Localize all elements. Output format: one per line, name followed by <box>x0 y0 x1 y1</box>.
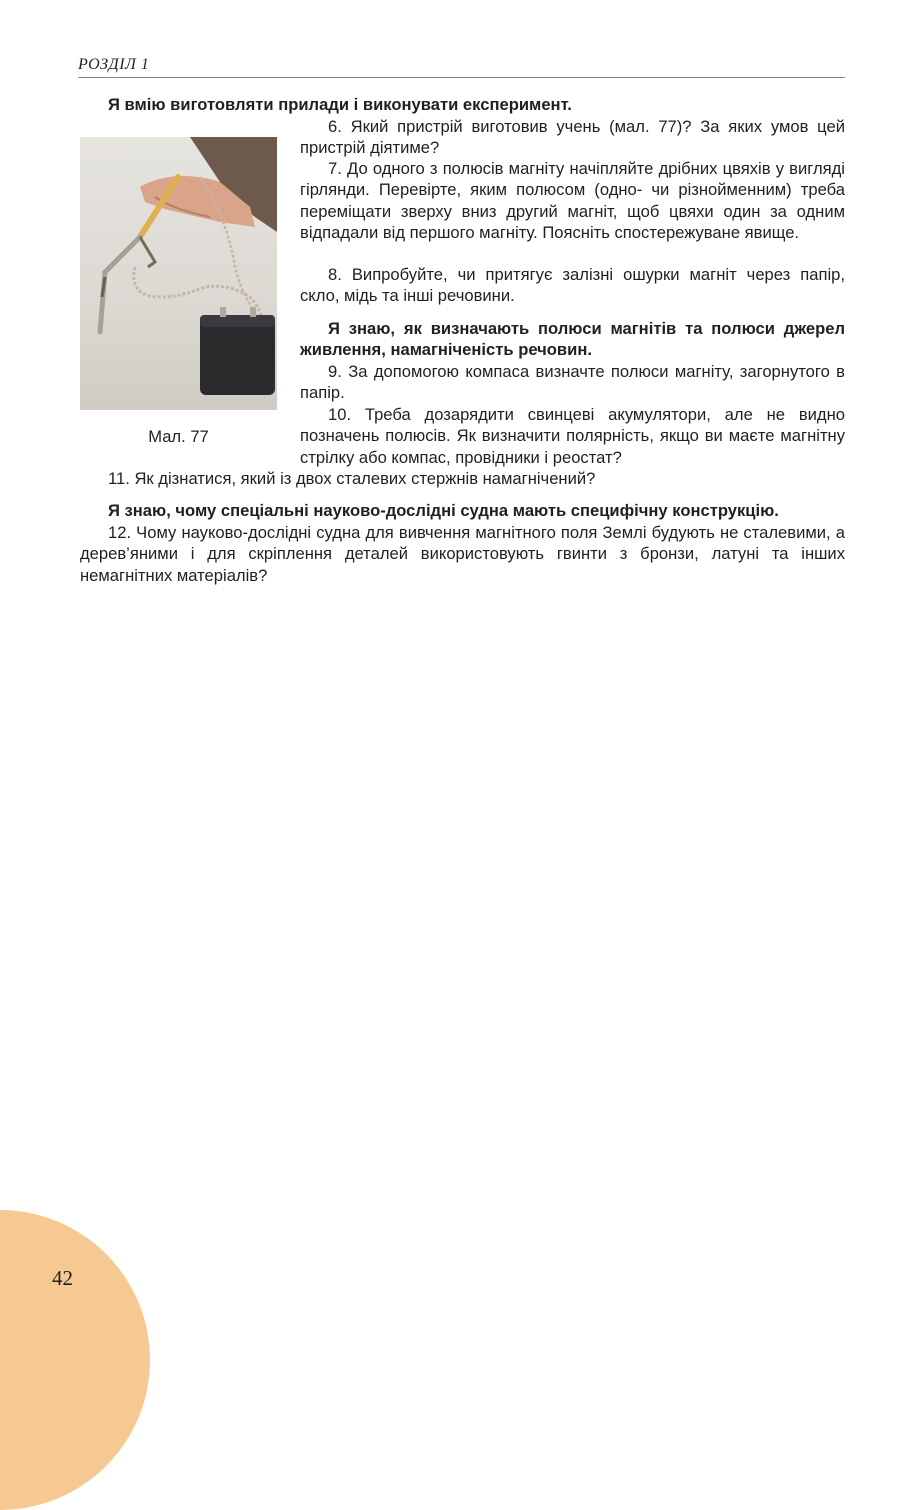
question-9: 9. За допомогою компаса визначте полюси магніту, загорнутого в папір. <box>300 362 845 403</box>
question-12: 12. Чому науково-дослідні судна для вивчення магнітного поля Землі будують не сталевими, а дерев’яними і для скріплення деталей використовують гвинти з бронзи, латуні та інших немагнітних матеріалів? <box>80 523 845 585</box>
figure-photo <box>80 137 277 410</box>
section2-heading: Я знаю, як визначають полюси магнітів та полюси джерел живлення, намагніченість речовин. <box>300 319 845 360</box>
figure-caption: Мал. 77 <box>148 427 209 446</box>
electromagnet-device-illustration <box>80 137 277 410</box>
question-10: 10. Треба дозарядити свинцеві акумулятори, але не видно позначень полюсів. Як визначити полярність, якщо ви маєте магнітну стрілку або компас, провідники і реостат? <box>300 405 845 467</box>
question-11: 11. Як дізнатися, який із двох сталевих стержнів намагнічений? <box>108 469 596 488</box>
question-8: 8. Випробуйте, чи притягує залізні ошурки магніт через папір, скло, мідь та інші речовини. <box>300 265 845 306</box>
page-corner-decoration <box>0 1210 150 1510</box>
question-7: 7. До одного з полюсів магніту начіпляйте дрібних цвяхів у вигляді гірлянди. Перевірте, яким полюсом (одно- чи різнойменним) треба переміщати зверху вниз другий магніт, щоб цвяхи один за одним відпадали від першого магніту. Поясніть спостережуване явище. <box>300 159 845 242</box>
question-6: 6. Який пристрій виготовив учень (мал. 77)? За яких умов цей пристрій діятиме? <box>300 117 845 158</box>
section1-heading: Я вмію виготовляти прилади і виконувати експеримент. <box>108 95 572 114</box>
page-number: 42 <box>52 1266 73 1290</box>
section3-heading: Я знаю, чому спеціальні науково-дослідні судна мають специфічну конструкцію. <box>108 501 779 520</box>
section-header: РОЗДІЛ 1 <box>78 56 845 78</box>
